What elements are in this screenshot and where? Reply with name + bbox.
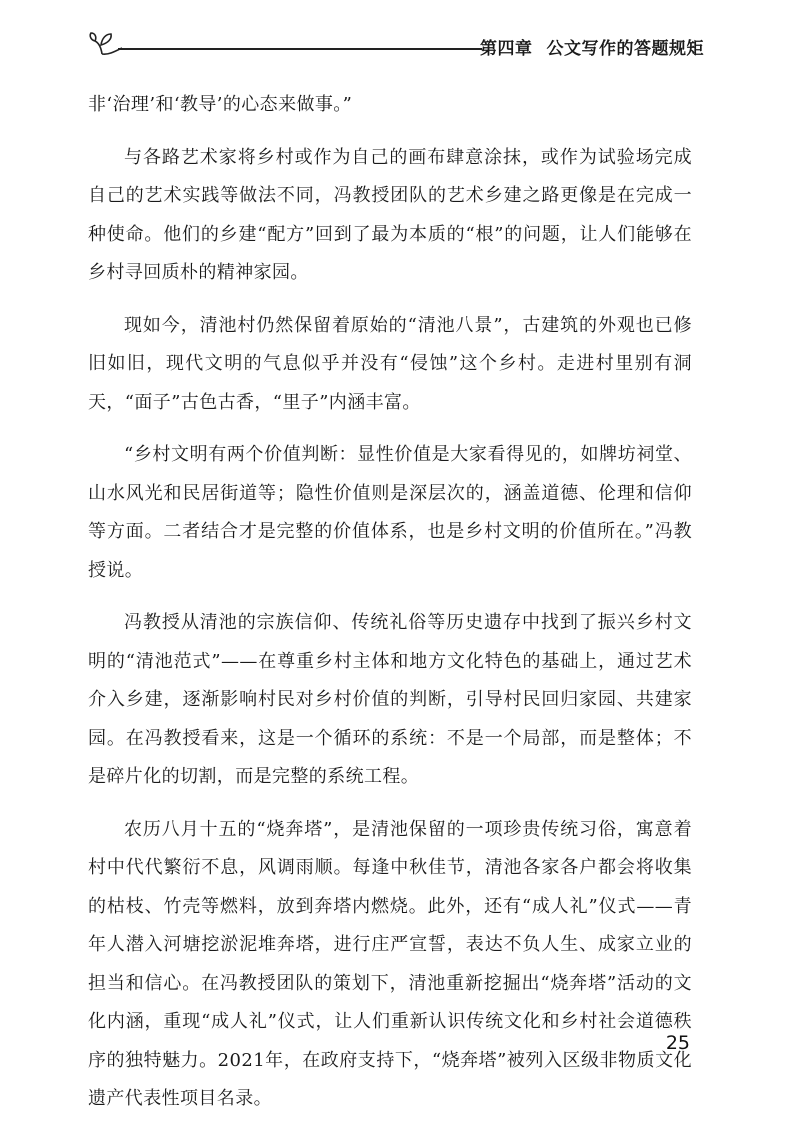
chapter-title [480,34,704,59]
sprout-icon [88,30,122,56]
paragraph: 现如今，清池村仍然保留着原始的“清池八景”，古建筑的外观也已修旧如旧，现代文明的气息似乎并没有“侵蚀”这个乡村。走进村里别有洞天，“面子”古色古香，“里子”内涵丰富。 [88,314,692,413]
chapter-name: 公文写作的答题规矩 [546,39,704,59]
header-rule [118,48,482,50]
body-text [88,86,692,1133]
page-number: 25 [665,1032,690,1054]
paragraph: “乡村文明有两个价值判断：显性价值是大家看得见的，如牌坊祠堂、山水风光和民居街道等；隐性价值则是深层次的，涵盖道德、伦理和信仰等方面。二者结合才是完整的价值体系，也是乡村文明的价值所在。”冯教授说。 [88,444,692,581]
running-header [88,30,704,60]
chapter-number: 第四章 [480,39,533,59]
paragraph-continued: 非‘治理’和‘教导’的心态来做事。” [88,94,353,115]
paragraph: 冯教授从清池的宗族信仰、传统礼俗等历史遗存中找到了振兴乡村文明的“清池范式”——在尊重乡村主体和地方文化特色的基础上，通过艺术介入乡建，逐渐影响村民对乡村价值的判断，引导村民回归家园、共建家园。在冯教授看来，这是一个循环的系统：不是一个局部，而是整体；不是碎片化的切割，而是完整的系统工程。 [88,612,692,787]
paragraph: 农历八月十五的“烧奔塔”，是清池保留的一项珍贵传统习俗，寓意着村中代代繁衍不息，风调雨顺。每逢中秋佳节，清池各家各户都会将收集的枯枝、竹壳等燃料，放到奔塔内燃烧。此外，还有“成人礼”仪式——青年人潜入河塘挖淤泥堆奔塔，进行庄严宣誓，表达不负人生、成家立业的担当和信心。在冯教授团队的策划下，清池重新挖掘出“烧奔塔”活动的文化内涵，重现“成人礼”仪式，让人们重新认识传统文化和乡村社会道德秩序的独特魅力。2021年，在政府支持下，“烧奔塔”被列入区级非物质文化遗产代表性项目名录。 [88,818,692,1109]
paragraph: 与各路艺术家将乡村或作为自己的画布肆意涂抹，或作为试验场完成自己的艺术实践等做法不同，冯教授团队的艺术乡建之路更像是在完成一种使命。他们的乡建“配方”回到了最为本质的“根”的问题，让人们能够在乡村寻回质朴的精神家园。 [88,146,692,283]
